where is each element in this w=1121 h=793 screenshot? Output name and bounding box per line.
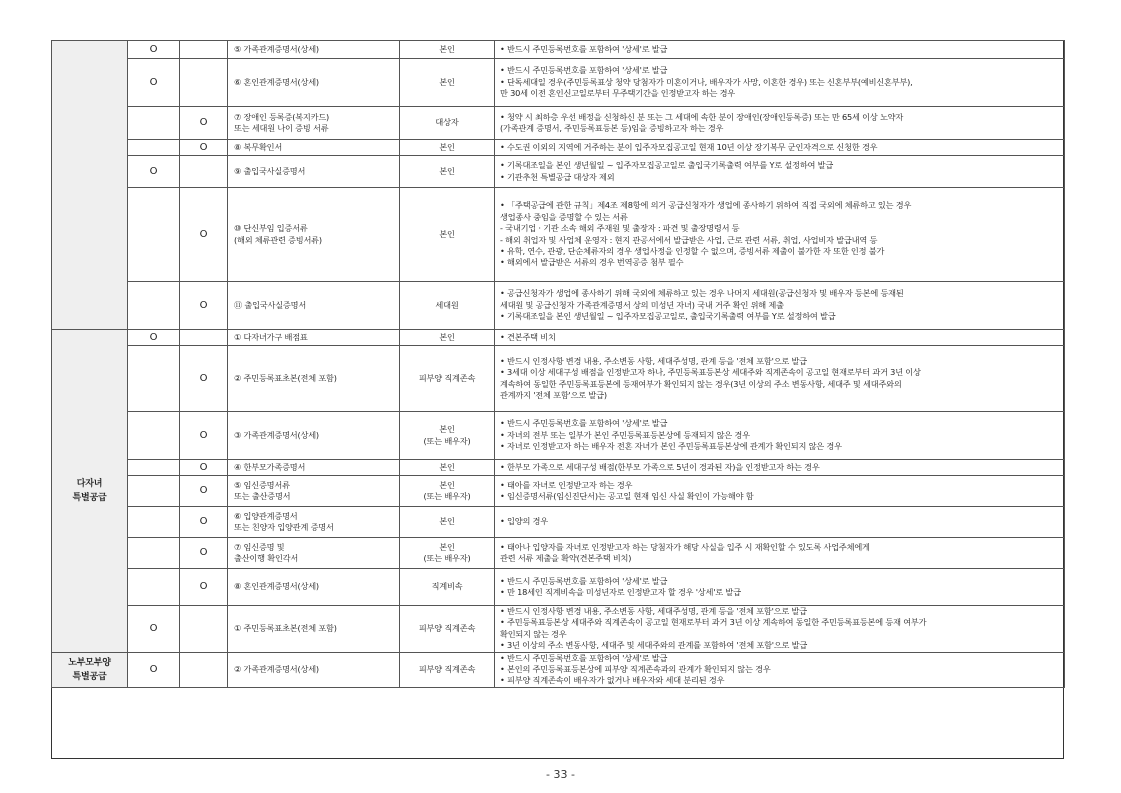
- document-name-cell: [228, 652, 400, 687]
- text-line: 본인: [439, 424, 455, 435]
- check-mark-cell-1: [128, 476, 180, 507]
- check-mark-cell-1: [128, 569, 180, 606]
- check-mark-cell-1: [128, 156, 180, 188]
- text-line: 본인: [439, 43, 455, 54]
- table-row: [52, 569, 1065, 606]
- document-name-cell: [228, 412, 400, 460]
- text-line: • 입양의 경우: [500, 516, 548, 527]
- check-mark: O: [149, 664, 158, 676]
- table-row: [52, 346, 1065, 412]
- text-line: 생업종사 중임을 증명할 수 있는 서류: [500, 211, 628, 222]
- check-mark-cell-2: [180, 412, 228, 460]
- table-row: [52, 59, 1065, 107]
- target-cell: [400, 412, 495, 460]
- check-mark-cell-2: [180, 507, 228, 538]
- check-mark-cell-1: [128, 538, 180, 569]
- text-line: (또는 배우자): [423, 553, 471, 563]
- text-line: 본인: [439, 228, 455, 239]
- text-line: ③ 가족관계증명서(상세): [234, 429, 319, 440]
- check-mark: O: [199, 228, 208, 240]
- text-line: • 자녀로 인정받고자 하는 배우자 전혼 자녀가 본인 주민등록표등본상에 관계가 확인되지 않은 경우: [500, 441, 842, 452]
- text-line: 본인: [439, 141, 455, 152]
- text-line: • 단독세대일 경우(주민등록표상 청약 당첨자가 미혼이거나, 배우자가 사망, 이혼한 경우) 또는 신혼부부(예비신혼부부),: [500, 76, 913, 87]
- text-line: 대상자: [435, 117, 459, 128]
- target-cell: [400, 41, 495, 59]
- text-line: ⑪ 출입국사실증명서: [234, 299, 307, 310]
- text-line: ⑩ 단신부임 입증서류: [234, 223, 308, 234]
- check-mark-cell-1: [128, 41, 180, 59]
- notes-cell: [495, 606, 1065, 653]
- check-mark-cell-1: [128, 460, 180, 476]
- target-cell: [400, 652, 495, 687]
- notes-cell: [495, 507, 1065, 538]
- document-name-cell: [228, 569, 400, 606]
- notes-cell: [495, 282, 1065, 330]
- check-mark-cell-2: [180, 606, 228, 653]
- notes-cell: [495, 107, 1065, 140]
- document-name-cell: [228, 156, 400, 188]
- check-mark: O: [199, 429, 208, 441]
- notes-cell: [495, 569, 1065, 606]
- text-line: 또는 친양자 입양관계 증명서: [234, 522, 334, 532]
- text-line: • 피부양 직계존속이 배우자가 없거나 배우자와 세대 분리된 경우: [500, 675, 725, 686]
- category-label: 노부모부양 특별공급: [68, 657, 111, 682]
- text-line: • 자녀의 전부 또는 일부가 본인 주민등록표등본상에 등재되지 않은 경우: [500, 429, 750, 440]
- text-line: • 반드시 인정사항 변경 내용, 주소변동 사항, 세대주성명, 관계 등을 '전체 포함'으로 발급: [500, 606, 807, 616]
- text-line: ① 주민등록표초본(전체 포함): [234, 623, 337, 634]
- notes-cell: [495, 346, 1065, 412]
- text-line: ④ 한부모가족증명서: [234, 461, 306, 472]
- table-row: [52, 330, 1065, 346]
- target-cell: [400, 107, 495, 140]
- check-mark-cell-2: [180, 330, 228, 346]
- target-cell: [400, 476, 495, 507]
- text-line: • 견본주택 비치: [500, 331, 556, 342]
- document-name-cell: [228, 59, 400, 107]
- text-line: • 해외에서 발급받은 서류의 경우 번역공증 첨부 필수: [500, 257, 684, 268]
- check-mark-cell-2: [180, 460, 228, 476]
- table-row: [52, 107, 1065, 140]
- document-name-cell: [228, 346, 400, 412]
- notes-cell: [495, 476, 1065, 507]
- text-line: • 태아나 입양자를 자녀로 인정받고자 하는 당첨자가 해당 사실을 입주 시 재확인할 수 있도록 사업주체에게: [500, 541, 870, 552]
- text-line: • 공급신청자가 생업에 종사하기 위해 국외에 체류하고 있는 경우 나머지 세대원(공급신청자 및 배우자 등본에 등재된: [500, 288, 904, 299]
- notes-cell: [495, 460, 1065, 476]
- target-cell: [400, 156, 495, 188]
- target-cell: [400, 460, 495, 476]
- check-mark: O: [199, 516, 208, 528]
- category-label: 다자녀 특별공급: [72, 478, 107, 503]
- text-line: 피부양 직계존속: [418, 623, 476, 634]
- text-line: ⑤ 가족관계증명서(상세): [234, 43, 319, 54]
- check-mark-cell-2: [180, 652, 228, 687]
- text-line: (해외 체류관련 증빙서류): [234, 234, 322, 245]
- text-line: • 기관추천 특별공급 대상자 제외: [500, 171, 615, 182]
- page-number: - 33 -: [546, 768, 575, 781]
- text-line: 또는 세대원 나이 증빙 서류: [234, 123, 329, 133]
- notes-cell: [495, 188, 1065, 282]
- document-name-cell: [228, 282, 400, 330]
- category-cell: [52, 330, 128, 653]
- check-mark: O: [199, 299, 208, 311]
- check-mark-cell-2: [180, 59, 228, 107]
- text-line: ② 주민등록표초본(전체 포함): [234, 372, 337, 383]
- text-line: 피부양 직계존속: [418, 664, 476, 675]
- check-mark-cell-1: [128, 59, 180, 107]
- check-mark-cell-2: [180, 282, 228, 330]
- check-mark: O: [199, 485, 208, 497]
- text-line: • 청약 시 최하층 우선 배정을 신청하신 분 또는 그 세대에 속한 분이 장애인(장애인등록증) 또는 만 65세 이상 노약자: [500, 111, 904, 122]
- target-cell: [400, 346, 495, 412]
- check-mark-cell-2: [180, 346, 228, 412]
- notes-cell: [495, 156, 1065, 188]
- check-mark: O: [199, 117, 208, 129]
- document-requirements-table: [51, 40, 1065, 688]
- check-mark: O: [149, 43, 158, 55]
- check-mark-cell-1: [128, 606, 180, 653]
- text-line: 본인: [439, 479, 455, 490]
- check-mark-cell-2: [180, 41, 228, 59]
- document-name-cell: [228, 107, 400, 140]
- text-line: • 만 18세인 직계비속을 미성년자로 인정받고자 할 경우 '상세'로 발급: [500, 587, 741, 597]
- document-name-cell: [228, 606, 400, 653]
- text-line: • 3년 이상의 주소 변동사항, 세대주 및 세대주와의 관계를 포함하여 '전체 포함'으로 발급: [500, 640, 808, 651]
- text-line: ⑧ 혼인관계증명서(상세): [234, 581, 319, 592]
- text-line: ⑨ 출입국사실증명서: [234, 165, 306, 176]
- text-line: • 본인의 주민등록표등본상에 피부양 직계존속과의 관계가 확인되지 않는 경우: [500, 664, 771, 675]
- text-line: ⑥ 입양관계증명서: [234, 510, 298, 521]
- text-line: 본인: [439, 76, 455, 87]
- notes-cell: [495, 652, 1065, 687]
- text-line: 또는 출산증명서: [234, 491, 291, 501]
- target-cell: [400, 140, 495, 156]
- check-mark: O: [149, 331, 158, 343]
- text-line: ⑥ 혼인관계증명서(상세): [234, 76, 319, 87]
- text-line: 출산이행 확인각서: [234, 553, 299, 563]
- document-name-cell: [228, 188, 400, 282]
- check-mark-cell-2: [180, 156, 228, 188]
- table-row: [52, 476, 1065, 507]
- text-line: (또는 배우자): [423, 491, 471, 501]
- check-mark-cell-2: [180, 188, 228, 282]
- check-mark: O: [199, 372, 208, 384]
- notes-cell: [495, 412, 1065, 460]
- check-mark-cell-1: [128, 188, 180, 282]
- text-line: (또는 배우자): [423, 435, 471, 446]
- text-line: 본인: [439, 541, 455, 552]
- text-line: • 임신증명서류(임신진단서)는 공고일 현재 임신 사실 확인이 가능해야 함: [500, 491, 754, 501]
- target-cell: [400, 330, 495, 346]
- table-row: [52, 188, 1065, 282]
- table-row: [52, 460, 1065, 476]
- text-line: • 반드시 주민등록번호를 포함하여 '상세'로 발급: [500, 43, 668, 54]
- text-line: 피부양 직계존속: [418, 372, 476, 383]
- check-mark: O: [199, 141, 208, 153]
- text-line: • 기록대조일을 본인 생년월일 ~ 입주자모집공고일로 출입국기록출력 여부를 Y로 설정하여 발급: [500, 160, 834, 171]
- text-line: - 국내기업 · 기관 소속 해외 주재원 및 출장자 : 파견 및 출장명령서 등: [500, 223, 740, 234]
- check-mark-cell-2: [180, 140, 228, 156]
- text-line: • 3세대 이상 세대구성 배점을 인정받고자 하나, 주민등록표등본상 세대주와 직계존속이 공고일 현재로부터 과거 3년 이상: [500, 367, 921, 378]
- check-mark: O: [199, 461, 208, 473]
- text-line: • 유학, 연수, 관광, 단순체류자의 경우 생업사정을 인정할 수 없으며, 증빙서류 제출이 불가한 자 또한 인정 불가: [500, 245, 885, 256]
- check-mark-cell-2: [180, 569, 228, 606]
- target-cell: [400, 59, 495, 107]
- check-mark: O: [199, 547, 208, 559]
- text-line: • 한부모 가족으로 세대구성 배점(한부모 가족으로 5년이 경과된 자)을 인정받고자 하는 경우: [500, 461, 820, 472]
- document-name-cell: [228, 507, 400, 538]
- check-mark-cell-2: [180, 107, 228, 140]
- document-name-cell: [228, 476, 400, 507]
- text-line: 본인: [439, 461, 455, 472]
- text-line: 본인: [439, 516, 455, 527]
- text-line: ② 가족관계증명서(상세): [234, 664, 319, 675]
- target-cell: [400, 282, 495, 330]
- text-line: 만 30세 이전 혼인신고일로부터 무주택기간을 인정받고자 하는 경우: [500, 88, 735, 99]
- text-line: 본인: [439, 331, 455, 342]
- text-line: 직계비속: [431, 581, 463, 592]
- check-mark: O: [199, 581, 208, 593]
- notes-cell: [495, 59, 1065, 107]
- check-mark-cell-1: [128, 346, 180, 412]
- text-line: • 반드시 주민등록번호를 포함하여 '상세'로 발급: [500, 418, 668, 429]
- target-cell: [400, 188, 495, 282]
- text-line: 계속하여 동일한 주민등록표등본에 등재여부가 확인되지 않는 경우(3년 이상의 주소 변동사항, 세대주 및 세대주와의: [500, 378, 902, 389]
- text-line: • 「주택공급에 관한 규칙」제4조 제8항에 의거 공급신청자가 생업에 종사하기 위하여 직접 국외에 체류하고 있는 경우: [500, 200, 912, 211]
- check-mark-cell-1: [128, 107, 180, 140]
- table-row: [52, 606, 1065, 653]
- category-cell: [52, 652, 128, 687]
- text-line: • 수도권 이외의 지역에 거주하는 분이 입주자모집공고일 현재 10년 이상 장기복무 군인자격으로 신청한 경우: [500, 141, 878, 152]
- text-line: • 반드시 주민등록번호를 포함하여 '상세'로 발급: [500, 575, 668, 586]
- table-row: [52, 140, 1065, 156]
- check-mark-cell-1: [128, 140, 180, 156]
- table-row: [52, 652, 1065, 687]
- text-line: 세대원 및 공급신청자 가족관계증명서 상의 미성년 자녀) 국내 거주 확인 위해 제출: [500, 299, 784, 310]
- target-cell: [400, 538, 495, 569]
- text-line: ⑦ 임신증명 및: [234, 541, 285, 552]
- text-line: ① 다자녀가구 배점표: [234, 331, 308, 342]
- target-cell: [400, 606, 495, 653]
- target-cell: [400, 507, 495, 538]
- check-mark: O: [149, 165, 158, 177]
- text-line: 세대원: [435, 299, 459, 310]
- table-row: [52, 538, 1065, 569]
- table-row: [52, 41, 1065, 59]
- table-row: [52, 412, 1065, 460]
- text-line: (가족관계 증명서, 주민등록표등본 등)임을 증빙하고자 하는 경우: [500, 123, 724, 133]
- text-line: ⑧ 복무확인서: [234, 141, 283, 152]
- text-line: • 반드시 주민등록번호를 포함하여 '상세'로 발급: [500, 65, 668, 76]
- notes-cell: [495, 41, 1065, 59]
- text-line: ⑤ 임신증명서류: [234, 479, 290, 490]
- text-line: 관계까지 '전체 포함'으로 발급): [500, 389, 607, 400]
- text-line: • 반드시 인정사항 변경 내용, 주소변동 사항, 세대주성명, 관계 등을 '전체 포함'으로 발급: [500, 355, 807, 366]
- check-mark-cell-1: [128, 282, 180, 330]
- check-mark-cell-1: [128, 330, 180, 346]
- document-name-cell: [228, 41, 400, 59]
- notes-cell: [495, 538, 1065, 569]
- target-cell: [400, 569, 495, 606]
- text-line: • 주민등록표등본상 세대주와 직계존속이 공고일 현재로부터 과거 3년 이상 계속하여 동일한 주민등록표등본에 등재 여부가: [500, 617, 927, 628]
- check-mark-cell-1: [128, 507, 180, 538]
- document-name-cell: [228, 330, 400, 346]
- check-mark-cell-2: [180, 538, 228, 569]
- text-line: • 태아를 자녀로 인정받고자 하는 경우: [500, 479, 633, 490]
- check-mark-cell-1: [128, 652, 180, 687]
- check-mark-cell-2: [180, 476, 228, 507]
- document-name-cell: [228, 140, 400, 156]
- text-line: 본인: [439, 165, 455, 176]
- document-name-cell: [228, 460, 400, 476]
- text-line: ⑦ 장애인 등록증(복지카드): [234, 111, 330, 122]
- table-row: [52, 282, 1065, 330]
- check-mark: O: [149, 76, 158, 88]
- notes-cell: [495, 140, 1065, 156]
- category-cell: [52, 41, 128, 330]
- document-name-cell: [228, 538, 400, 569]
- text-line: • 반드시 주민등록번호를 포함하여 '상세'로 발급: [500, 652, 668, 663]
- table-row: [52, 156, 1065, 188]
- text-line: 관련 서류 제출을 확약(견본주택 비치): [500, 553, 632, 563]
- notes-cell: [495, 330, 1065, 346]
- table-row: [52, 507, 1065, 538]
- text-line: 확인되지 않는 경우: [500, 628, 567, 639]
- check-mark-cell-1: [128, 412, 180, 460]
- check-mark: O: [149, 623, 158, 635]
- text-line: - 해외 취업자 및 사업체 운영자 : 현지 관공서에서 발급받은 사업, 근로 관련 서류, 취업, 사업비자 발급내역 등: [500, 234, 878, 245]
- text-line: • 기록대조일을 본인 생년월일 ~ 입주자모집공고일로, 출입국기록출력 여부를 Y로 설정하여 발급: [500, 311, 836, 322]
